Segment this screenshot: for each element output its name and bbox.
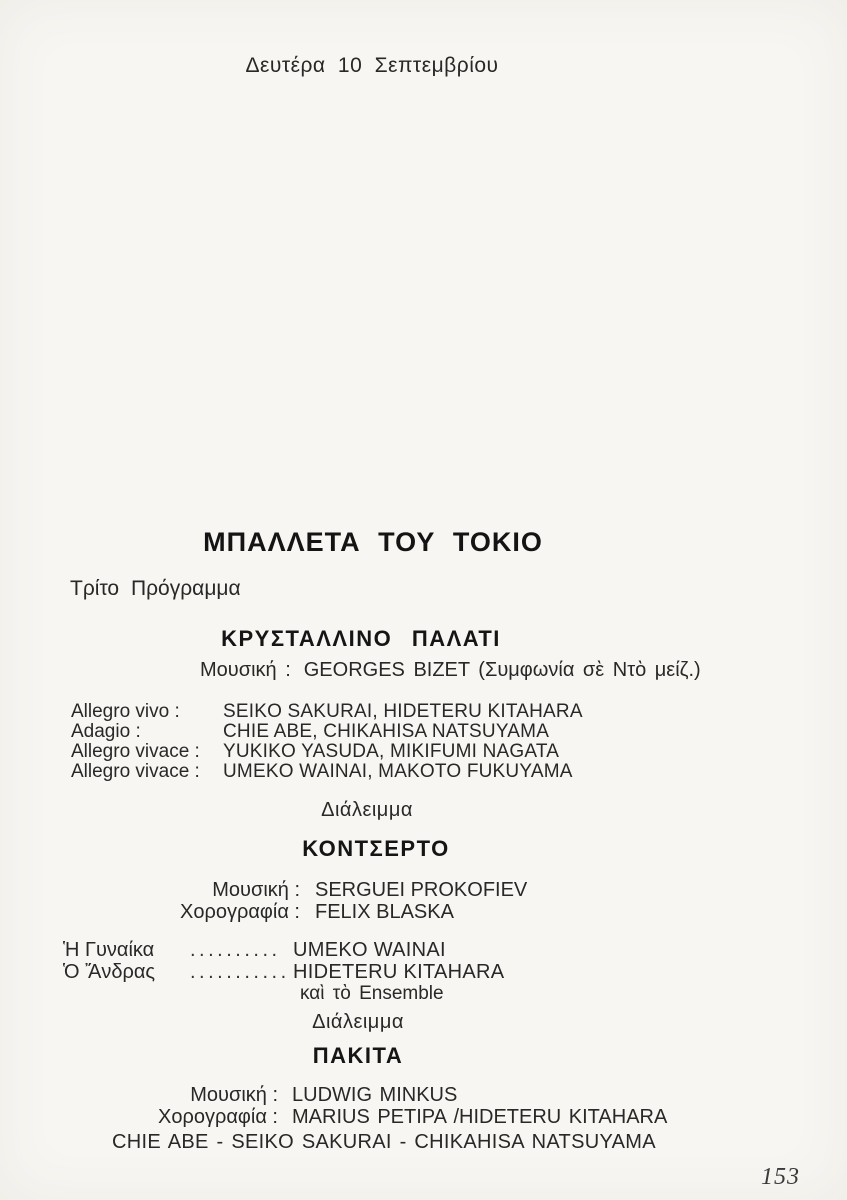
choreography-credit-value: MARIUS PETIPA /HIDETERU KITAHARA bbox=[292, 1106, 668, 1128]
movement-dancers: SEIKO SAKURAI, HIDETERU KITAHARA bbox=[223, 701, 583, 722]
credit-row bbox=[60, 879, 527, 901]
movement-dancers: CHIE ABE, CHIKAHISA NATSUYAMA bbox=[223, 721, 550, 742]
intermission-label: Διάλειμμα bbox=[321, 799, 413, 821]
credit-row bbox=[30, 1106, 667, 1128]
movement-row bbox=[71, 722, 583, 742]
role-name: Ἡ Γυναίκα bbox=[63, 939, 155, 961]
role-cast-list bbox=[63, 939, 504, 983]
movement-row bbox=[71, 762, 583, 782]
movement-label: Allegro vivace : bbox=[71, 741, 200, 762]
dot-leader: ........... bbox=[190, 961, 290, 983]
movement-dancers: YUKIKO YASUDA, MIKIFUMI NAGATA bbox=[223, 741, 560, 762]
piece3-credits bbox=[30, 1084, 667, 1128]
credit-row bbox=[60, 901, 527, 923]
movement-dancers: UMEKO WAINAI, MAKOTO FUKUYAMA bbox=[223, 761, 573, 782]
music-credit-value: LUDWIG MINKUS bbox=[292, 1084, 458, 1106]
piece-title-paquita: ΠΑΚΙΤΑ bbox=[312, 1043, 404, 1068]
piece2-credits bbox=[60, 879, 527, 923]
choreography-credit-label: Χορογραφία : bbox=[158, 1106, 278, 1128]
role-name: Ὁ Ἄνδρας bbox=[63, 961, 156, 983]
role-row bbox=[63, 939, 504, 961]
role-dancer: UMEKO WAINAI bbox=[293, 939, 446, 961]
credit-row bbox=[30, 1084, 667, 1106]
movement-label: Adagio : bbox=[71, 721, 141, 742]
piece1-music-credit bbox=[200, 659, 701, 682]
movement-label: Allegro vivace : bbox=[71, 761, 200, 782]
company-title: ΜΠΑΛΛΕΤΑ ΤΟΥ ΤΟΚΙΟ bbox=[203, 527, 543, 557]
piece3-dancers-line: CHIE ABE - SEIKO SAKURAI - CHIKAHISA NATSUYAMA bbox=[112, 1131, 656, 1153]
choreography-credit-label: Χορογραφία : bbox=[180, 901, 300, 923]
choreography-credit-value: FELIX BLASKA bbox=[315, 901, 454, 923]
piece-title-concerto: ΚΟΝΤΣΕΡΤΟ bbox=[302, 836, 450, 861]
program-subtitle: Τρίτο Πρόγραμμα bbox=[70, 577, 241, 600]
music-credit-label: Μουσική : bbox=[200, 659, 291, 681]
piece-title-crystalline-palace: ΚΡΥΣΤΑΛΛΙΝΟ ΠΑΛΑΤΙ bbox=[221, 626, 501, 651]
movement-row bbox=[71, 742, 583, 762]
music-credit-value: GEORGES BIZET (Συμφωνία σὲ Ντὸ μείζ.) bbox=[303, 659, 701, 681]
music-credit-value: SERGUEI PROKOFIEV bbox=[315, 879, 528, 901]
page-number: 153 bbox=[761, 1164, 800, 1190]
movement-cast-list bbox=[71, 702, 583, 782]
dot-leader: .......... bbox=[190, 939, 281, 961]
movement-row bbox=[71, 702, 583, 722]
music-credit-label: Μουσική : bbox=[190, 1084, 278, 1106]
music-credit-label: Μουσική : bbox=[212, 879, 300, 901]
ensemble-note: καὶ τὸ Ensemble bbox=[300, 983, 444, 1004]
date-header: Δευτέρα 10 Σεπτεμβρίου bbox=[245, 54, 499, 77]
intermission-label: Διάλειμμα bbox=[312, 1011, 404, 1033]
role-row bbox=[63, 961, 504, 983]
role-dancer: HIDETERU KITAHARA bbox=[293, 961, 505, 983]
movement-label: Allegro vivo : bbox=[71, 701, 180, 722]
